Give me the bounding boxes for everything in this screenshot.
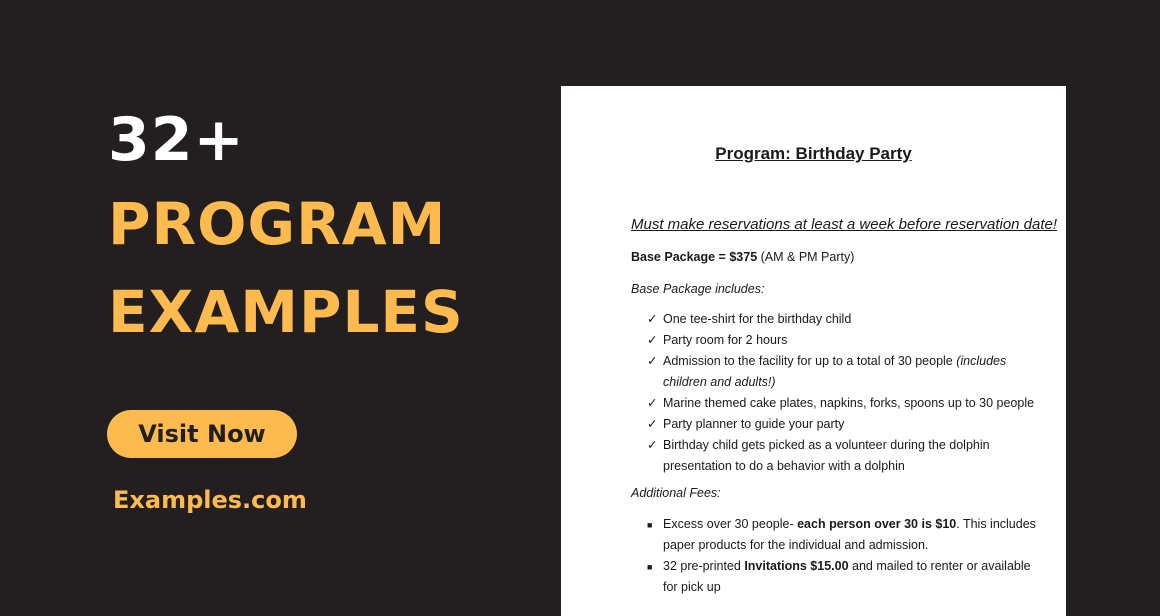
check-icon: ✓ — [647, 354, 658, 368]
base-package-suffix: (AM & PM Party) — [757, 250, 855, 264]
headline-line-2: EXAMPLES — [108, 278, 464, 346]
check-icon: ✓ — [647, 438, 658, 452]
list-item: ✓ Marine themed cake plates, napkins, forks, spoons up to 30 people — [647, 393, 1037, 414]
visit-now-button[interactable]: Visit Now — [107, 410, 297, 458]
list-item: ✓ Party planner to guide your party — [647, 414, 1037, 435]
check-icon: ✓ — [647, 312, 658, 326]
headline-count: 32+ — [108, 105, 245, 175]
list-item: ✓ Party room for 2 hours — [647, 330, 1037, 351]
headline — [108, 100, 464, 356]
headline-line-1: PROGRAM — [108, 190, 447, 258]
check-icon: ✓ — [647, 396, 658, 410]
base-package-line — [631, 250, 854, 264]
base-package-label: Base Package = $375 — [631, 250, 758, 264]
bullet-icon: ■ — [647, 520, 653, 530]
fees-heading: Additional Fees: — [631, 486, 721, 500]
fees-list — [647, 514, 1037, 598]
list-item: ✓ Admission to the facility for up to a total of 30 people (includes children and adults!) — [647, 351, 1037, 393]
includes-list — [647, 309, 1037, 477]
list-item: ✓ Birthday child gets picked as a volunteer during the dolphin presentation to do a behavior with a dolphin — [647, 435, 1037, 477]
site-name[interactable]: Examples.com — [113, 486, 307, 514]
document-preview — [561, 86, 1066, 616]
bullet-icon: ■ — [647, 562, 653, 572]
check-icon: ✓ — [647, 333, 658, 347]
list-item: ✓ One tee-shirt for the birthday child — [647, 309, 1037, 330]
list-item: ■ 32 pre-printed Invitations $15.00 and mailed to renter or available for pick up — [647, 559, 1031, 594]
document-note: Must make reservations at least a week before reservation date! — [631, 216, 1058, 233]
list-item: ■ Excess over 30 people- each person over 30 is $10. This includes paper products for the individual and admission. — [647, 517, 1036, 552]
includes-heading: Base Package includes: — [631, 282, 765, 296]
check-icon: ✓ — [647, 417, 658, 431]
document-title: Program: Birthday Party — [715, 144, 912, 163]
